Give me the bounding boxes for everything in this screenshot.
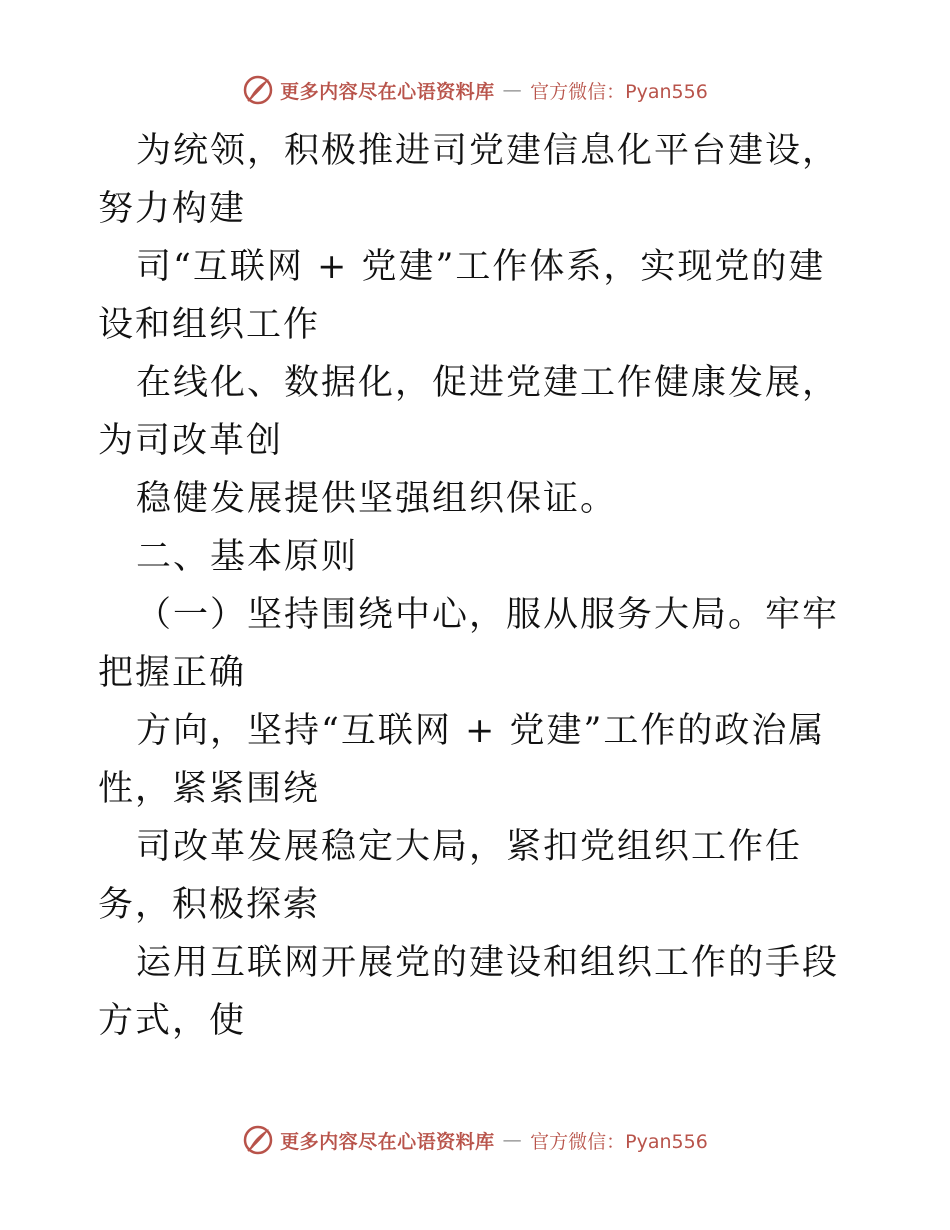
paragraph: 方向，坚持“互联网 + 党建”工作的政治属性，紧紧围绕 (98, 711, 826, 809)
watermark-separator: — (502, 1129, 523, 1151)
paragraph: 稳健发展提供坚强组织保证。 (136, 479, 618, 519)
watermark-contact: 官方微信：Pyan556 (530, 1130, 708, 1153)
watermark-separator: — (502, 79, 523, 101)
footer-watermark (0, 1120, 950, 1160)
document-body (98, 122, 858, 1050)
paragraph: （一）坚持围绕中心，服从服务大局。牢牢把握正确 (98, 595, 840, 693)
header-watermark (0, 70, 950, 110)
paragraph: 运用互联网开展党的建设和组织工作的手段方式，使 (98, 943, 840, 1041)
paragraph: 为统领，积极推进司党建信息化平台建设，努力构建 (98, 131, 840, 229)
section-heading: 二、基本原则 (136, 537, 359, 577)
watermark-text: 更多内容尽在心语资料库 (280, 1130, 495, 1153)
watermark-contact: 官方微信：Pyan556 (530, 80, 708, 103)
paragraph: 司改革发展稳定大局，紧扣党组织工作任务，积极探索 (98, 827, 803, 925)
watermark-text: 更多内容尽在心语资料库 (280, 80, 495, 103)
quill-logo-icon (242, 74, 274, 106)
quill-logo-icon (242, 1124, 274, 1156)
paragraph: 司“互联网 + 党建”工作体系，实现党的建设和组织工作 (98, 247, 826, 345)
paragraph: 在线化、数据化，促进党建工作健康发展，为司改革创 (98, 363, 840, 461)
